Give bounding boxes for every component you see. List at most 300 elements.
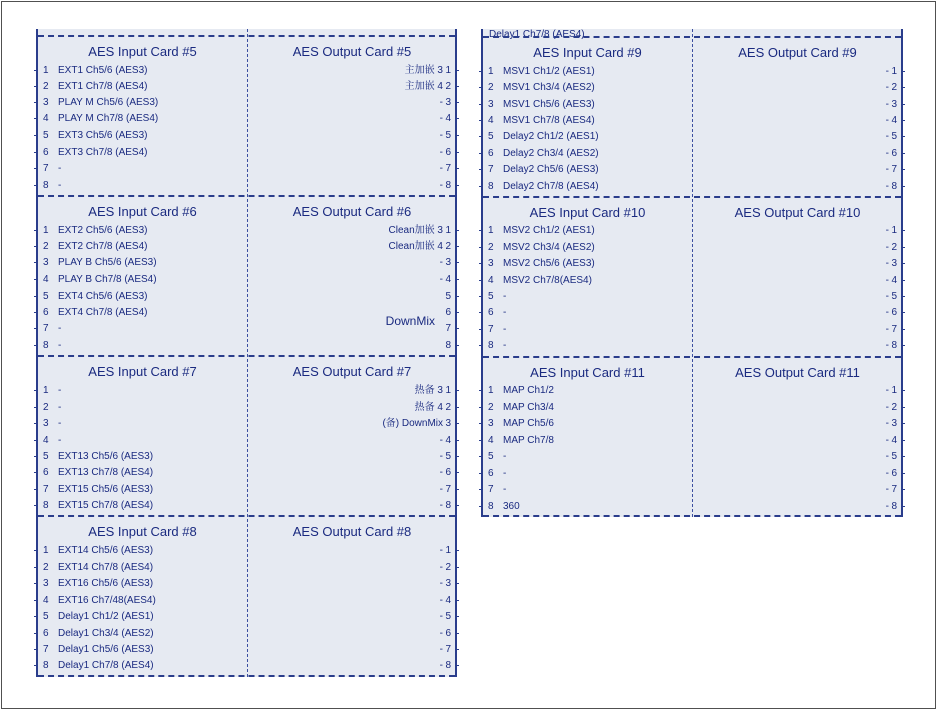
- output-dest-label: -: [439, 595, 443, 606]
- output-dest-label: -: [439, 644, 443, 655]
- output-card-title: AES Output Card #10: [734, 205, 861, 220]
- input-card-title: AES Input Card #7: [88, 364, 197, 379]
- input-source-label: MAP Ch5/6: [503, 418, 554, 429]
- input-channel-number: 1: [43, 225, 49, 236]
- input-tick: [479, 312, 483, 313]
- output-tick: [455, 440, 459, 441]
- card-group-10: [483, 196, 901, 356]
- input-tick: [34, 456, 38, 457]
- input-source-label: MAP Ch7/8: [503, 435, 554, 446]
- input-source-label: -: [503, 340, 507, 351]
- output-tick: [901, 489, 905, 490]
- input-channel-number: 5: [488, 131, 494, 142]
- output-dest-label: -: [885, 435, 889, 446]
- output-dest-label: (备) DownMix: [382, 418, 443, 429]
- diagram-frame: [1, 1, 936, 709]
- input-tick: [34, 407, 38, 408]
- channel-row: [38, 95, 455, 111]
- input-tick: [34, 262, 38, 263]
- output-channel-number: 6: [445, 307, 451, 318]
- input-source-label: MAP Ch1/2: [503, 385, 554, 396]
- input-source-label: Delay2 Ch7/8 (AES4): [503, 181, 599, 192]
- output-tick: [455, 583, 459, 584]
- channel-row: [38, 560, 455, 576]
- output-tick: [455, 102, 459, 103]
- input-tick: [479, 440, 483, 441]
- channel-row: [38, 239, 455, 255]
- channel-row: [483, 256, 901, 272]
- cut-off-row-text: Delay1 Ch7/8 (AES4): [489, 29, 585, 40]
- output-dest-label: Clean加嵌 3: [388, 225, 443, 236]
- output-tick: [901, 473, 905, 474]
- output-dest-label: -: [439, 611, 443, 622]
- channel-row: [483, 179, 901, 195]
- output-channel-number: 1: [445, 65, 451, 76]
- output-channel-number: 1: [445, 385, 451, 396]
- channel-row: [483, 273, 901, 289]
- output-channel-number: 4: [891, 435, 897, 446]
- output-channel-number: 2: [445, 402, 451, 413]
- input-source-label: -: [58, 340, 62, 351]
- output-dest-label: -: [885, 164, 889, 175]
- input-source-label: PLAY B Ch7/8 (AES4): [58, 274, 157, 285]
- channel-row: [483, 64, 901, 80]
- output-tick: [901, 169, 905, 170]
- output-dest-label: -: [885, 99, 889, 110]
- output-tick: [901, 423, 905, 424]
- input-tick: [34, 230, 38, 231]
- input-channel-number: 7: [488, 484, 494, 495]
- output-channel-number: 5: [891, 131, 897, 142]
- output-tick: [455, 328, 459, 329]
- input-channel-number: 1: [488, 385, 494, 396]
- input-channel-number: 5: [488, 291, 494, 302]
- output-channel-number: 2: [891, 402, 897, 413]
- output-tick: [455, 70, 459, 71]
- input-channel-number: 6: [488, 148, 494, 159]
- input-source-label: MAP Ch3/4: [503, 402, 554, 413]
- input-channel-number: 7: [43, 484, 49, 495]
- output-tick: [901, 456, 905, 457]
- input-tick: [479, 87, 483, 88]
- input-source-label: EXT16 Ch7/48(AES4): [58, 595, 156, 606]
- input-tick: [479, 506, 483, 507]
- output-dest-label: Clean加嵌 4: [388, 241, 443, 252]
- output-dest-label: -: [439, 435, 443, 446]
- output-channel-number: 8: [891, 501, 897, 512]
- input-source-label: MSV2 Ch1/2 (AES1): [503, 225, 595, 236]
- output-dest-label: -: [885, 307, 889, 318]
- input-channel-number: 5: [43, 291, 49, 302]
- channel-row: [483, 113, 901, 129]
- channel-row: [483, 400, 901, 416]
- channel-row: [38, 593, 455, 609]
- output-channel-number: 8: [891, 340, 897, 351]
- input-source-label: MSV1 Ch1/2 (AES1): [503, 66, 595, 77]
- input-channel-number: 4: [43, 113, 49, 124]
- input-card-title: AES Input Card #6: [88, 204, 197, 219]
- input-channel-number: 2: [488, 242, 494, 253]
- output-tick: [455, 246, 459, 247]
- channel-row: [38, 223, 455, 239]
- input-channel-number: 3: [43, 418, 49, 429]
- input-channel-number: 2: [43, 562, 49, 573]
- input-tick: [34, 567, 38, 568]
- input-channel-number: 6: [488, 468, 494, 479]
- input-source-label: PLAY M Ch7/8 (AES4): [58, 113, 159, 124]
- output-channel-number: 7: [891, 484, 897, 495]
- input-channel-number: 2: [43, 241, 49, 252]
- input-source-label: EXT4 Ch7/8 (AES4): [58, 307, 148, 318]
- card-group-7: [38, 355, 455, 515]
- output-dest-label: -: [439, 113, 443, 124]
- input-source-label: EXT14 Ch7/8 (AES4): [58, 562, 154, 573]
- output-tick: [455, 407, 459, 408]
- output-channel-number: 3: [445, 257, 451, 268]
- output-channel-number: 4: [445, 274, 451, 285]
- input-channel-number: 8: [43, 340, 49, 351]
- input-source-label: -: [503, 451, 507, 462]
- input-channel-number: 4: [488, 115, 494, 126]
- output-dest-label: -: [885, 385, 889, 396]
- input-source-label: MSV1 Ch5/6 (AES3): [503, 99, 595, 110]
- output-tick: [901, 71, 905, 72]
- input-source-label: EXT15 Ch7/8 (AES4): [58, 500, 154, 511]
- input-channel-number: 4: [43, 435, 49, 446]
- output-dest-label: 主加嵌 4: [404, 81, 443, 92]
- output-channel-number: 6: [445, 467, 451, 478]
- input-tick: [34, 102, 38, 103]
- output-tick: [455, 185, 459, 186]
- output-tick: [901, 247, 905, 248]
- input-card-title: AES Input Card #9: [533, 45, 642, 60]
- channel-row: [38, 658, 455, 674]
- input-tick: [479, 169, 483, 170]
- output-dest-label: -: [885, 115, 889, 126]
- input-channel-number: 2: [488, 402, 494, 413]
- output-dest-label: -: [885, 131, 889, 142]
- input-tick: [34, 185, 38, 186]
- output-tick: [455, 423, 459, 424]
- output-tick: [901, 506, 905, 507]
- output-tick: [455, 152, 459, 153]
- input-source-label: MSV2 Ch7/8(AES4): [503, 275, 592, 286]
- channel-row: [483, 466, 901, 482]
- input-source-label: EXT2 Ch7/8 (AES4): [58, 241, 148, 252]
- output-dest-label: -: [885, 340, 889, 351]
- channel-row: [483, 240, 901, 256]
- output-tick: [455, 279, 459, 280]
- output-dest-label: -: [885, 324, 889, 335]
- input-tick: [34, 70, 38, 71]
- input-tick: [34, 152, 38, 153]
- input-source-label: EXT1 Ch7/8 (AES4): [58, 81, 148, 92]
- channel-row: [483, 416, 901, 432]
- output-tick: [455, 345, 459, 346]
- input-tick: [34, 312, 38, 313]
- input-source-label: EXT15 Ch5/6 (AES3): [58, 484, 154, 495]
- output-dest-label: -: [885, 242, 889, 253]
- output-dest-label: -: [885, 181, 889, 192]
- input-tick: [34, 328, 38, 329]
- output-channel-number: 8: [445, 660, 451, 671]
- channel-row: [483, 433, 901, 449]
- input-source-label: -: [58, 418, 62, 429]
- output-tick: [455, 616, 459, 617]
- input-tick: [34, 550, 38, 551]
- output-channel-number: 5: [891, 451, 897, 462]
- input-tick: [34, 390, 38, 391]
- output-channel-number: 7: [891, 164, 897, 175]
- output-tick: [455, 505, 459, 506]
- input-channel-number: 1: [488, 66, 494, 77]
- channel-row: [38, 178, 455, 194]
- channel-row: [483, 499, 901, 515]
- channel-row: [38, 482, 455, 498]
- output-dest-label: -: [885, 451, 889, 462]
- output-dest-label: -: [439, 97, 443, 108]
- input-tick: [479, 263, 483, 264]
- output-channel-number: 1: [891, 66, 897, 77]
- output-tick: [901, 104, 905, 105]
- output-dest-label: -: [885, 418, 889, 429]
- input-channel-number: 6: [43, 307, 49, 318]
- channel-row: [483, 322, 901, 338]
- output-dest-label: -: [885, 148, 889, 159]
- input-channel-number: 8: [488, 501, 494, 512]
- channel-row: [38, 642, 455, 658]
- output-dest-label: -: [885, 82, 889, 93]
- input-source-label: EXT14 Ch5/6 (AES3): [58, 545, 154, 556]
- output-tick: [455, 456, 459, 457]
- output-tick: [901, 87, 905, 88]
- output-dest-label: 热备 4: [414, 402, 443, 413]
- input-source-label: Delay2 Ch1/2 (AES1): [503, 131, 599, 142]
- left-card-panel: [36, 29, 457, 677]
- input-source-label: EXT13 Ch7/8 (AES4): [58, 467, 154, 478]
- input-source-label: MSV2 Ch3/4 (AES2): [503, 242, 595, 253]
- input-channel-number: 2: [43, 81, 49, 92]
- output-channel-number: 2: [445, 241, 451, 252]
- output-card-title: AES Output Card #6: [292, 204, 412, 219]
- input-tick: [479, 473, 483, 474]
- channel-row: [483, 80, 901, 96]
- input-tick: [479, 136, 483, 137]
- input-channel-number: 3: [43, 97, 49, 108]
- output-tick: [901, 136, 905, 137]
- input-channel-number: 7: [43, 163, 49, 174]
- downmix-label: DownMix: [385, 314, 435, 328]
- channel-row: [38, 305, 455, 321]
- input-card-title: AES Input Card #5: [88, 44, 197, 59]
- output-dest-label: -: [885, 258, 889, 269]
- channel-row: [38, 145, 455, 161]
- input-tick: [479, 329, 483, 330]
- output-tick: [455, 262, 459, 263]
- input-channel-number: 5: [43, 130, 49, 141]
- output-channel-number: 8: [445, 500, 451, 511]
- output-dest-label: -: [439, 628, 443, 639]
- input-source-label: PLAY M Ch5/6 (AES3): [58, 97, 159, 108]
- input-tick: [34, 440, 38, 441]
- output-tick: [455, 600, 459, 601]
- channel-row: [483, 449, 901, 465]
- output-channel-number: 7: [445, 644, 451, 655]
- output-tick: [455, 230, 459, 231]
- input-tick: [479, 280, 483, 281]
- input-source-label: EXT3 Ch5/6 (AES3): [58, 130, 148, 141]
- input-tick: [34, 296, 38, 297]
- output-tick: [901, 120, 905, 121]
- channel-row: [38, 576, 455, 592]
- input-card-title: AES Input Card #10: [529, 205, 646, 220]
- output-tick: [455, 390, 459, 391]
- input-channel-number: 8: [43, 660, 49, 671]
- input-channel-number: 7: [43, 644, 49, 655]
- output-channel-number: 2: [891, 242, 897, 253]
- output-channel-number: 6: [891, 468, 897, 479]
- input-source-label: -: [503, 484, 507, 495]
- output-dest-label: -: [439, 257, 443, 268]
- output-channel-number: 3: [445, 578, 451, 589]
- input-tick: [479, 104, 483, 105]
- output-channel-number: 2: [445, 562, 451, 573]
- output-tick: [455, 633, 459, 634]
- card-group-9: [483, 36, 901, 196]
- input-tick: [479, 71, 483, 72]
- output-channel-number: 3: [445, 97, 451, 108]
- channel-row: [483, 338, 901, 354]
- input-channel-number: 3: [43, 578, 49, 589]
- input-channel-number: 2: [43, 402, 49, 413]
- card-group-8: [38, 515, 455, 677]
- input-tick: [34, 345, 38, 346]
- output-channel-number: 8: [445, 180, 451, 191]
- input-tick: [34, 135, 38, 136]
- output-channel-number: 7: [445, 163, 451, 174]
- input-tick: [34, 505, 38, 506]
- output-tick: [901, 345, 905, 346]
- input-channel-number: 1: [488, 225, 494, 236]
- card-group-5: [38, 35, 455, 195]
- input-source-label: EXT13 Ch5/6 (AES3): [58, 451, 154, 462]
- output-channel-number: 8: [891, 181, 897, 192]
- input-source-label: -: [503, 324, 507, 335]
- input-source-label: -: [503, 307, 507, 318]
- input-tick: [479, 407, 483, 408]
- output-tick: [901, 390, 905, 391]
- input-source-label: Delay1 Ch5/6 (AES3): [58, 644, 154, 655]
- input-card-title: AES Input Card #8: [88, 524, 197, 539]
- channel-row: [38, 433, 455, 449]
- channel-row: [38, 465, 455, 481]
- channel-row: [38, 416, 455, 432]
- input-tick: [479, 390, 483, 391]
- output-channel-number: 5: [891, 291, 897, 302]
- output-card-title: AES Output Card #7: [292, 364, 412, 379]
- input-tick: [34, 168, 38, 169]
- input-channel-number: 7: [488, 164, 494, 175]
- output-channel-number: 5: [445, 130, 451, 141]
- output-dest-label: -: [885, 225, 889, 236]
- input-source-label: Delay1 Ch3/4 (AES2): [58, 628, 154, 639]
- output-tick: [901, 312, 905, 313]
- output-tick: [901, 440, 905, 441]
- output-channel-number: 3: [891, 99, 897, 110]
- input-source-label: -: [58, 385, 62, 396]
- output-tick: [901, 280, 905, 281]
- input-source-label: -: [503, 468, 507, 479]
- output-dest-label: -: [885, 402, 889, 413]
- input-tick: [479, 345, 483, 346]
- output-dest-label: -: [439, 500, 443, 511]
- input-channel-number: 8: [488, 340, 494, 351]
- input-channel-number: 8: [488, 181, 494, 192]
- output-tick: [901, 407, 905, 408]
- output-channel-number: 1: [445, 545, 451, 556]
- input-card-title: AES Input Card #11: [530, 365, 645, 380]
- output-dest-label: -: [885, 291, 889, 302]
- input-source-label: -: [58, 435, 62, 446]
- input-source-label: PLAY B Ch5/6 (AES3): [58, 257, 157, 268]
- input-tick: [34, 279, 38, 280]
- output-channel-number: 6: [891, 148, 897, 159]
- input-source-label: MSV2 Ch5/6 (AES3): [503, 258, 595, 269]
- input-source-label: MSV1 Ch7/8 (AES4): [503, 115, 595, 126]
- output-dest-label: -: [439, 545, 443, 556]
- channel-row: [38, 128, 455, 144]
- input-tick: [34, 649, 38, 650]
- channel-row: [38, 383, 455, 399]
- output-dest-label: -: [885, 484, 889, 495]
- input-source-label: Delay2 Ch5/6 (AES3): [503, 164, 599, 175]
- input-channel-number: 8: [43, 500, 49, 511]
- input-channel-number: 7: [488, 324, 494, 335]
- output-dest-label: -: [439, 467, 443, 478]
- card-group-11: [483, 356, 901, 517]
- input-tick: [34, 86, 38, 87]
- input-channel-number: 4: [488, 275, 494, 286]
- input-channel-number: 3: [488, 99, 494, 110]
- channel-row: [38, 498, 455, 514]
- channel-row: [38, 111, 455, 127]
- channel-row: [38, 338, 455, 354]
- input-source-label: -: [58, 402, 62, 413]
- output-channel-number: 3: [891, 258, 897, 269]
- input-channel-number: 6: [488, 307, 494, 318]
- output-tick: [455, 649, 459, 650]
- output-tick: [901, 329, 905, 330]
- output-dest-label: -: [439, 562, 443, 573]
- input-channel-number: 4: [43, 274, 49, 285]
- input-source-label: -: [58, 180, 62, 191]
- input-tick: [34, 489, 38, 490]
- input-channel-number: 1: [43, 385, 49, 396]
- input-channel-number: 3: [488, 258, 494, 269]
- input-source-label: EXT3 Ch7/8 (AES4): [58, 147, 148, 158]
- input-tick: [479, 296, 483, 297]
- output-channel-number: 7: [891, 324, 897, 335]
- channel-row: [483, 305, 901, 321]
- output-tick: [455, 472, 459, 473]
- output-tick: [455, 118, 459, 119]
- output-dest-label: -: [439, 147, 443, 158]
- input-source-label: MSV1 Ch3/4 (AES2): [503, 82, 595, 93]
- right-card-panel: [481, 29, 903, 517]
- output-channel-number: 4: [445, 435, 451, 446]
- output-card-title: AES Output Card #9: [738, 45, 857, 60]
- channel-row: [483, 97, 901, 113]
